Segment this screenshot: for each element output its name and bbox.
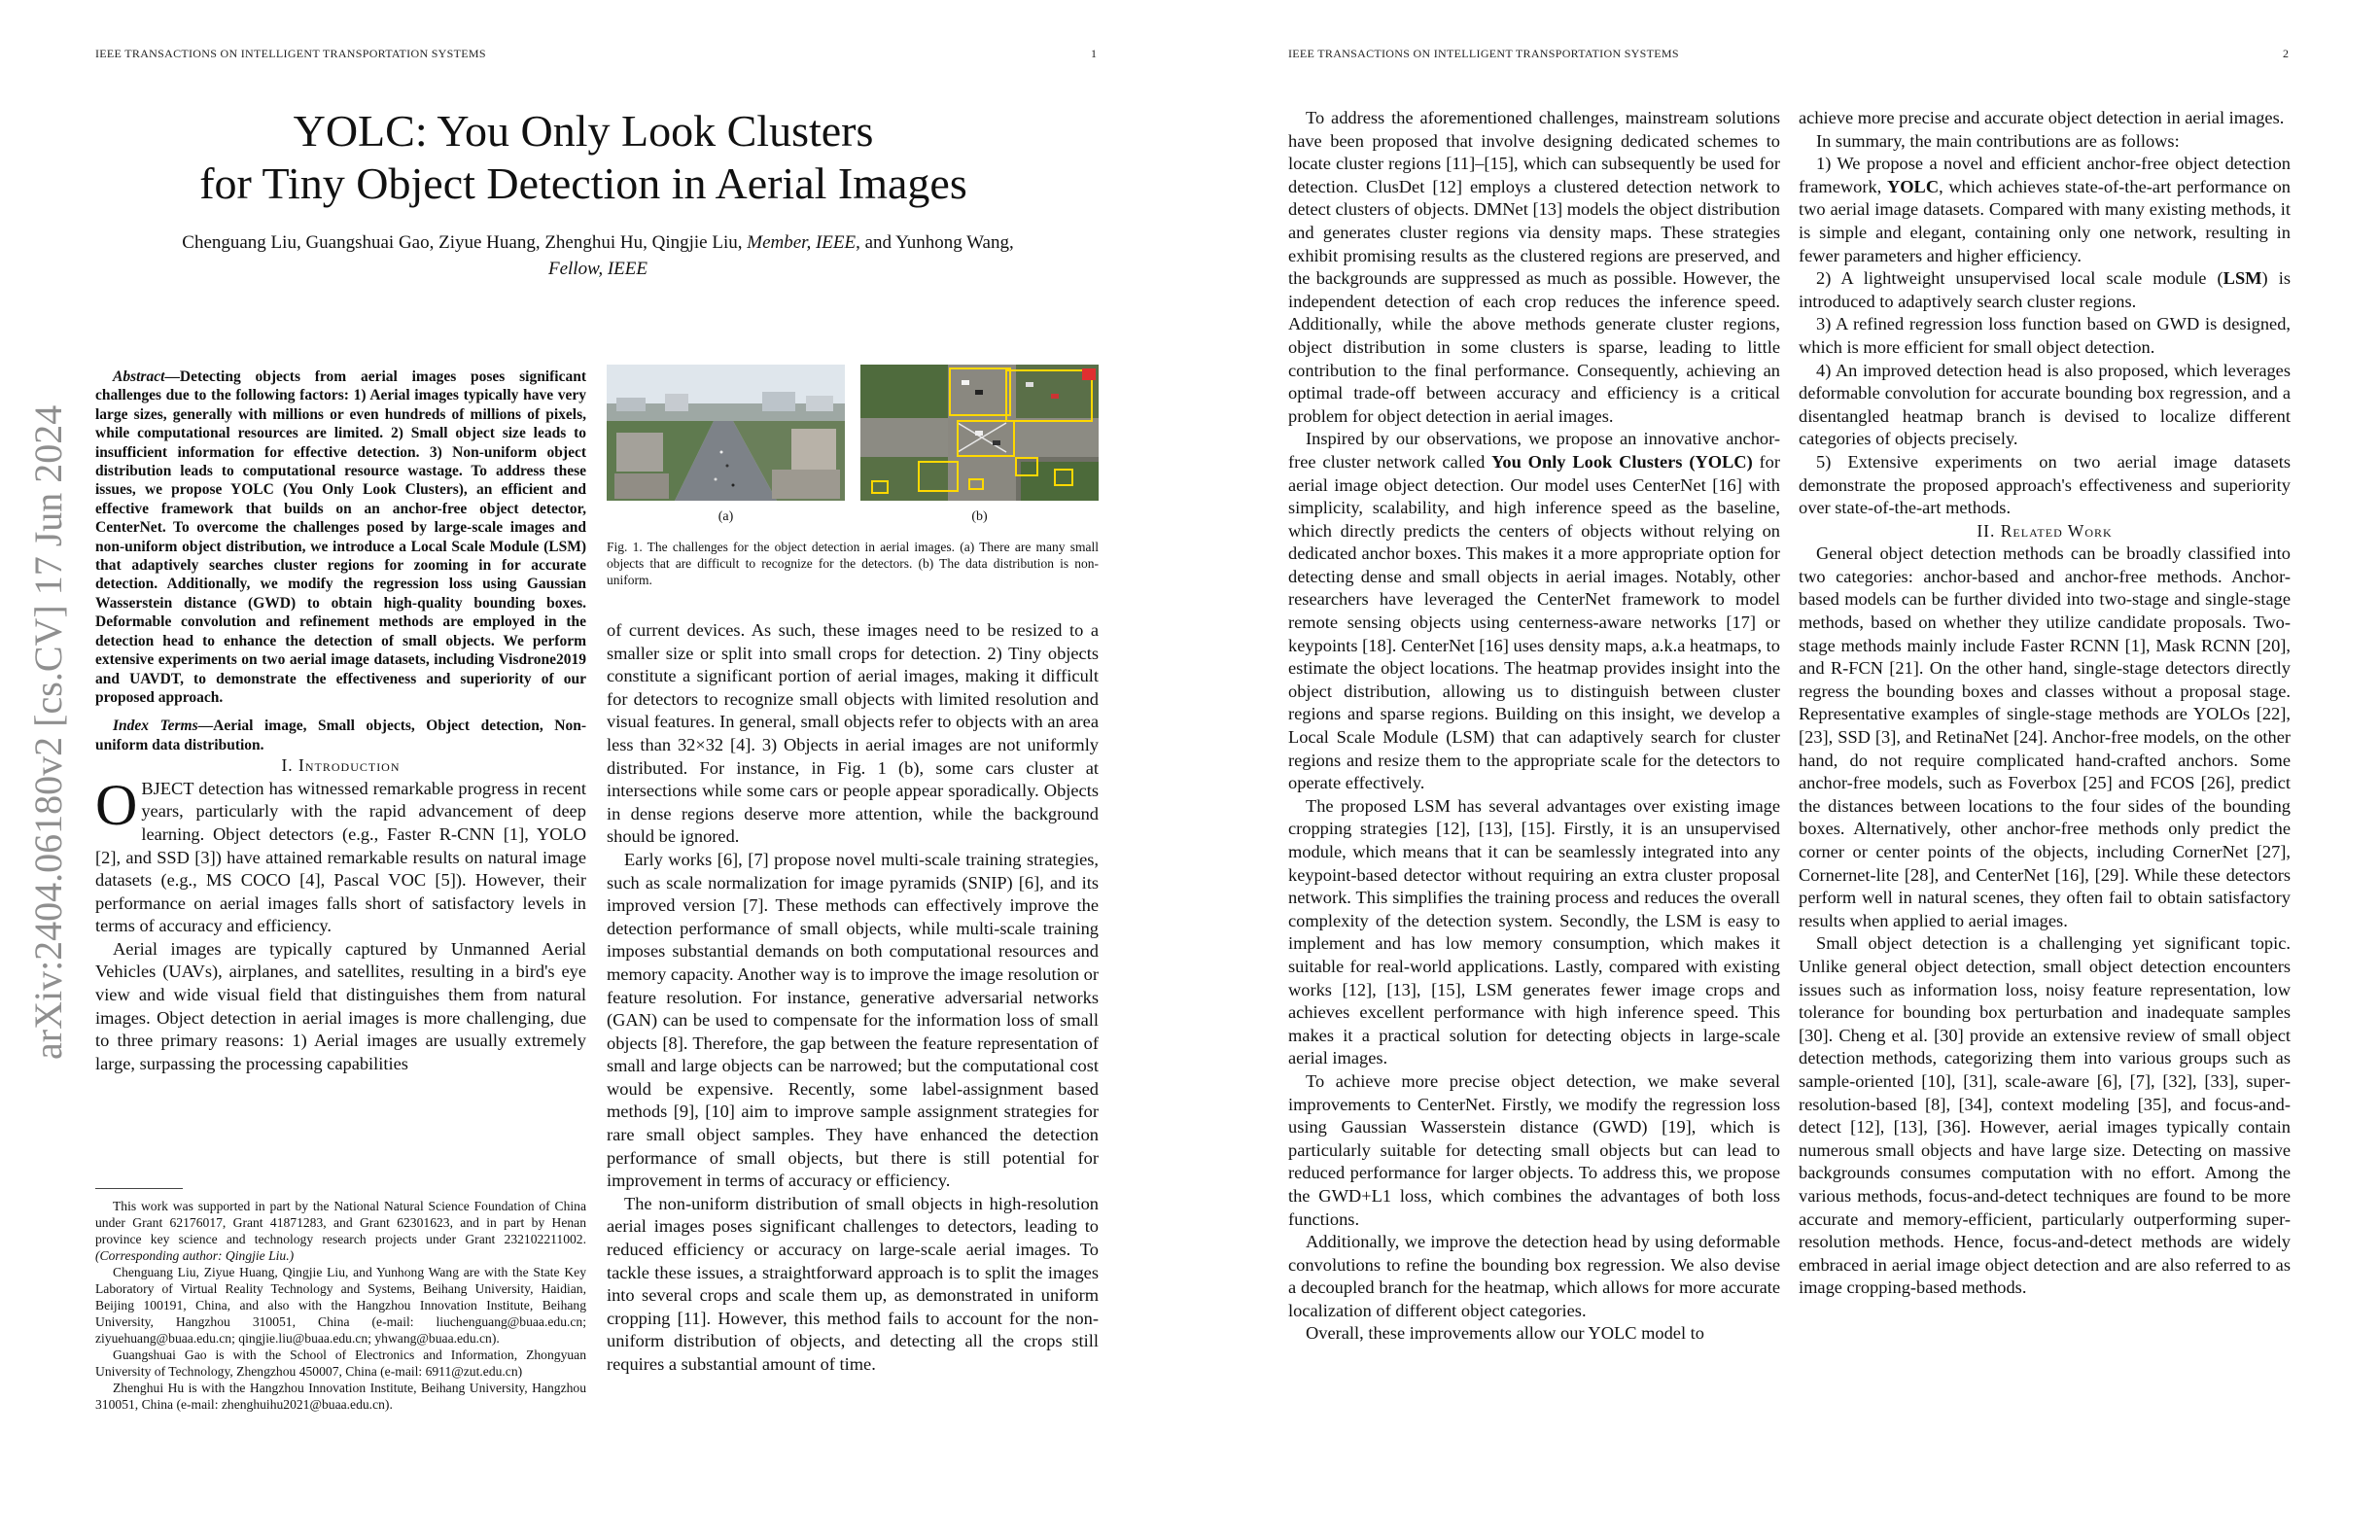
body-paragraph: The non-uniform distribution of small objects in high-resolution aerial images poses significant challenges to detectors, leading to reduced efficiency or accuracy on large-scale aerial images. To tackle these issues, a straightforward approach is to split the images into several crops and scale them up, as demonstrated in uniform cropping [11]. However, this method fails to account for the non-uniform distribution of objects, and detecting all the crops still requires a substantial amount of time. xyxy=(607,1193,1099,1374)
authors-text-tail: , and Yunhong Wang, xyxy=(856,232,1014,253)
intro-paragraph-1-text: BJECT detection has witnessed remarkable progress in recent years, particularly with the rapid advancement of deep learning. Object detectors (e.g., Faster R-CNN [1], YOLO [2], and SSD [3]) have attained remarkable results on natural image datasets (e.g., MS COCO [4], Pascal VOC [5]). However, their performance on aerial images falls short of satisfactory levels in terms of accuracy and efficiency. xyxy=(95,778,586,936)
body-paragraph: To achieve more precise object detection, we make several improvements to CenterNet. Firstly, we modify the regression loss using Gaussian Wasserstein distance (GWD) [19], which is particularly suitable for detecting small objects but can lead to reduced performance for larger objects. To address this, we propose the GWD+L1 loss, which combines the advantages of both loss functions. xyxy=(1288,1070,1780,1229)
member-ieee: Member, IEEE xyxy=(747,232,857,253)
contribution-1 xyxy=(1799,153,2291,267)
contribution-2 xyxy=(1799,267,2291,313)
body-text: , which achieves state-of-the-art performance on two aerial image datasets. Compared with many existing methods, it is simple and elegant, containing only one network, resulting in fewer parameters and higher efficiency. xyxy=(1799,176,2291,265)
yolc-name: You Only Look Clusters (YOLC) xyxy=(1491,451,1753,472)
body-text: ) is introduced to adaptively search cluster regions. xyxy=(1799,268,2291,311)
footnote-affiliation-2: Guangshuai Gao is with the School of Electronics and Information, Zhongyuan University of Technology, Zhengzhou 450007, China (e-mail: 6911@zut.edu.cn) xyxy=(95,1348,586,1379)
abstract-lead: Abstract xyxy=(113,368,165,385)
body-paragraph: Small object detection is a challenging yet significant topic. Unlike general object detection, small object detection encounters issues such as information loss, noisy feature representation, low tolerance for bounding box perturbation and inadequate samples [30]. Cheng et al. [30] provide an extensive review of small object detection methods, categorizing them into various groups such as sample-oriented [10], [31], scale-aware [6], [7], [32], [33], super-resolution-based [8], [34], context modeling [35], and focus-and-detect [12], [13], [36]. However, aerial images typically contain numerous small objects and have large size. Detecting on massive backgrounds consumes computation with no effort. Among the various methods, focus-and-detect techniques are found to be more accurate and memory-efficient, particularly outperforming super-resolution methods. Hence, focus-and-detect methods are widely embraced in aerial image object detection and are also referred to as image cropping-based methods. xyxy=(1799,933,2291,1298)
left-column xyxy=(95,368,586,1075)
body-text: 2) A lightweight unsupervised local scale module ( xyxy=(1816,268,2223,289)
dropcap: O xyxy=(95,772,138,837)
lsm-bold: LSM xyxy=(2222,268,2262,289)
yolc-bold: YOLC xyxy=(1886,176,1940,196)
fellow-ieee: Fellow, IEEE xyxy=(547,259,648,279)
right-column xyxy=(1799,107,2291,1300)
body-text: for aerial image object detection. Our model uses CenterNet [16] with simplicity, scalability, and high inference speed as the baseline, which directly predicts the centers of objects without relying on dedicated anchor boxes. This makes it a more appropriate option for detecting dense and small objects in aerial images. Notably, other researchers have leveraged the CenterNet framework to model remote sensing objects using centerness-aware networks [17] or keypoints [18]. CenterNet [16] uses density maps, a.k.a heatmaps, to estimate the object locations. The heatmap provides insight into the object distribution, allowing us to distinguish between cluster regions and sparse regions. Building on this insight, we develop a Local Scale Module (LSM) that can adaptively search for cluster regions and resize them to the appropriate scale for the detectors to operate effectively. xyxy=(1288,451,1780,793)
abstract xyxy=(95,368,586,754)
title-line-2: for Tiny Object Detection in Aerial Images xyxy=(199,158,967,208)
body-paragraph: The proposed LSM has several advantages over existing image cropping strategies [12], [13], [15]. Firstly, it is an unsupervised module, which means that it can be seamlessly integrated into any keypoint-based detector without requiring an extra cluster proposal network. This simplifies the training process and reduces the overall complexity of the detection system. Secondly, the LSM is easy to implement and has low memory consumption, which makes it suitable for real-world applications. Lastly, compared with existing works [12], [13], [15], LSM generates fewer image crops and achieves excellent performance with high inference speed. This makes it a practical solution for detecting objects in large-scale aerial images. xyxy=(1288,795,1780,1068)
body-paragraph: General object detection methods can be broadly classified into two categories: anchor-based and anchor-free methods. Anchor-based models can be further divided into two-stage and single-stage methods, based on whether they utilize candidate proposals. Two-stage methods mainly include Faster RCNN [1], Mask RCNN [20], and R-FCN [21]. On the other hand, single-stage detectors directly regress the bounding boxes and classes without a proposal stage. Representative examples of single-stage methods are YOLOs [22], [23], SSD [3], and RetinaNet [24]. Anchor-free models, on the other hand, do not require complicated hand-crafted anchors. Some anchor-free models, such as Foverbox [25] and FCOS [26], predict the distances between locations to the four sides of the bounding boxes. Alternatively, other anchor-free methods only predict the corner or center points of the objects, including CornerNet [27], Cornernet-lite [28], and CenterNet [16], [29]. While these detectors perform well in natural scenes, they often fail to obtain satisfactory results when applied to aerial images. xyxy=(1799,543,2291,930)
body-paragraph: of current devices. As such, these images need to be resized to a smaller size or split into small crops for detection. 2) Tiny objects constitute a significant portion of aerial images, making it difficult for detectors to recognize small objects with limited resolution and visual features. In general, small objects refer to objects with an area less than 32×32 [4]. 3) Objects in aerial images are not uniformly distributed. For instance, in Fig. 1 (b), some cars cluster at intersections while some cars or people appear sporadically. Objects in dense regions deserve more attention, while the background should be ignored. xyxy=(607,620,1099,847)
intro-paragraph-2: Aerial images are typically captured by Unmanned Aerial Vehicles (UAVs), airplanes, and satellites, resulting in a bird's eye view and wide visual field that distinguishes them from natural images. Object detection in aerial images is more challenging, due to three primary reasons: 1) Aerial images are usually extremely large, surpassing the processing capabilities xyxy=(95,938,586,1073)
author-list xyxy=(92,229,1103,282)
subfigure-a xyxy=(607,365,845,525)
body-paragraph: Overall, these improvements allow our YOLC model to xyxy=(1306,1323,1704,1344)
contribution-5: 5) Extensive experiments on two aerial image datasets demonstrate the proposed approach's effectiveness and superiority over state-of-the-art methods. xyxy=(1799,451,2291,518)
page-number: 2 xyxy=(2283,47,2289,60)
body-text: Inspired by our observations, we propose an innovative anchor-free cluster network called xyxy=(1288,429,1780,472)
footnote-funding-text: This work was supported in part by the National Natural Science Foundation of China under Grant 62176017, Grant 41871283, and Grant 62301623, and in part by Henan province key science and technology research projects under Grant 232102211002. xyxy=(95,1199,586,1246)
section-heading-introduction: I. Introduction xyxy=(281,755,401,776)
footnote-affiliation-3: Zhenghui Hu is with the Hangzhou Innovation Institute, Beihang University, Hangzhou 310051, China (e-mail: zhenghuihu2021@buaa.edu.cn). xyxy=(95,1381,586,1412)
abstract-text: —Detecting objects from aerial images poses significant challenges due to the following factors: 1) Aerial images typically have very large sizes, generally with millions or even hundreds of millions of pixels, while computational resources are limited. 2) Small object size leads to insufficient information for effective detection. 3) Non-uniform object distribution leads to computational resource wastage. To address these issues, we propose YOLC (You Only Look Clusters), an efficient and effective framework that builds on an anchor-free object detector, CenterNet. To overcome the challenges posed by large-scale images and non-uniform object distribution, we introduce a Local Scale Module (LSM) that adaptively searches cluster regions for zooming in for accurate detection. Additionally, we modify the regression loss using Gaussian Wasserstein distance (GWD) to obtain high-quality bounding boxes. Deformable convolution and refinement methods are employed in the detection head to enhance the detection of small objects. We perform extensive experiments on two aerial image datasets, including Visdrone2019 and UAVDT, to demonstrate the effectiveness and superiority of our proposed approach. xyxy=(95,368,586,706)
arxiv-stamp[interactable]: arXiv:2404.06180v2 [cs.CV] 17 Jun 2024 xyxy=(26,404,70,1060)
right-column xyxy=(607,619,1099,1377)
footnotes xyxy=(95,1198,586,1413)
section-heading-related-work: II. Related Work xyxy=(1977,520,2113,541)
footnote-affiliation-1: Chenguang Liu, Ziyue Huang, Qingjie Liu, and Yunhong Wang are with the State Key Laboratory of Virtual Reality Technology and Systems, Beihang University, Haidian, Beijing 100191, China, and also with the Hangzhou Innovation Institute, Beihang University, Hangzhou 310051, China (e-mail: liuchenguang@buaa.edu.cn; ziyuehuang@buaa.edu.cn; qingjie.liu@buaa.edu.cn; yhwang@buaa.edu.cn). xyxy=(95,1265,586,1346)
intro-paragraph-1 xyxy=(95,772,586,938)
subfigure-b xyxy=(860,365,1099,525)
figure-1 xyxy=(607,365,1099,588)
contribution-3: 3) A refined regression loss function based on GWD is designed, which is more efficient for small object detection. xyxy=(1799,314,2291,357)
subfigure-a-label: (a) xyxy=(718,509,734,524)
subfigure-b-label: (b) xyxy=(971,509,988,524)
body-text: 1) We propose a novel and efficient anchor-free object detection framework, xyxy=(1799,154,2291,196)
aerial-city-image xyxy=(607,365,845,501)
body-paragraph: achieve more precise and accurate object detection in aerial images. xyxy=(1799,108,2285,127)
body-paragraph: In summary, the main contributions are as follows: xyxy=(1816,130,2180,151)
contribution-4: 4) An improved detection head is also proposed, which leverages deformable convolution for accurate bounding box regression, and a disentangled heatmap branch is devised to localize different categories of objects precisely. xyxy=(1799,360,2291,449)
body-paragraph xyxy=(1288,428,1780,795)
aerial-intersection-image xyxy=(860,365,1099,501)
corresponding-author: (Corresponding author: Qingjie Liu.) xyxy=(95,1248,295,1263)
authors-text: Chenguang Liu, Guangshuai Gao, Ziyue Huang, Zhenghui Hu, Qingjie Liu, xyxy=(182,232,748,253)
running-head: IEEE TRANSACTIONS ON INTELLIGENT TRANSPORTATION SYSTEMS xyxy=(95,47,486,60)
index-terms-lead: Index Terms xyxy=(113,718,198,735)
page-number: 1 xyxy=(1091,47,1097,60)
body-paragraph: To address the aforementioned challenges, mainstream solutions have been proposed that involve designing dedicated schemes to locate cluster regions [11]–[15], which can subsequently be used for detection. ClusDet [12] employs a clustered detection network to detect clusters of objects. DMNet [13] models the object distribution and generates cluster regions via density maps. These strategies exhibit promising results as the clustered regions are preserved, and the backgrounds are suppressed as much as possible. However, the independent detection of each crop reduces the inference speed. Additionally, while the above methods generate cluster regions, object distribution in some clusters is sparse, leading to little contribution to the final performance. Consequently, achieving an optimal trade-off between accuracy and efficiency is a critical problem for object detection in aerial images. xyxy=(1288,108,1780,426)
paper-title xyxy=(146,105,1021,210)
footnote-rule xyxy=(95,1188,183,1189)
figure-1-caption: Fig. 1. The challenges for the object detection in aerial images. (a) There are many small objects that are difficult to recognize for the detectors. (b) The data distribution is non-uniform. xyxy=(607,540,1099,587)
title-line-1: YOLC: You Only Look Clusters xyxy=(293,106,874,156)
body-paragraph: Additionally, we improve the detection head by using deformable convolutions to refine the bounding box regression. We also devise a decoupled branch for the heatmap, which allows for more accurate localization of different object categories. xyxy=(1288,1232,1780,1320)
left-column xyxy=(1288,107,1780,1346)
index-terms-text: —Aerial image, Small objects, Object detection, Non-uniform data distribution. xyxy=(95,718,587,753)
body-paragraph: Early works [6], [7] propose novel multi-scale training strategies, such as scale normalization for image pyramids (SNIP) [6], and its improved version [7]. These methods can effectively improve the detection performance of small objects, while multi-scale training imposes substantial demands on both computational resources and memory capacity. Another way is to improve the image resolution or feature resolution. For instance, generative adversarial networks (GAN) can be used to compensate for the information loss of small objects [8]. Therefore, the gap between the feature representation of small and large objects can be narrowed; but the computational cost would be expensive. Recently, some label-assignment based methods [9], [10] aim to improve sample assignment strategies for rare small object samples. They have enhanced the detection performance of small objects, but there is still potential for improvement in terms of accuracy or efficiency. xyxy=(607,849,1099,1191)
footnote-funding xyxy=(95,1198,586,1264)
page-2 xyxy=(1190,0,2380,1540)
running-head: IEEE TRANSACTIONS ON INTELLIGENT TRANSPORTATION SYSTEMS xyxy=(1288,47,1679,60)
